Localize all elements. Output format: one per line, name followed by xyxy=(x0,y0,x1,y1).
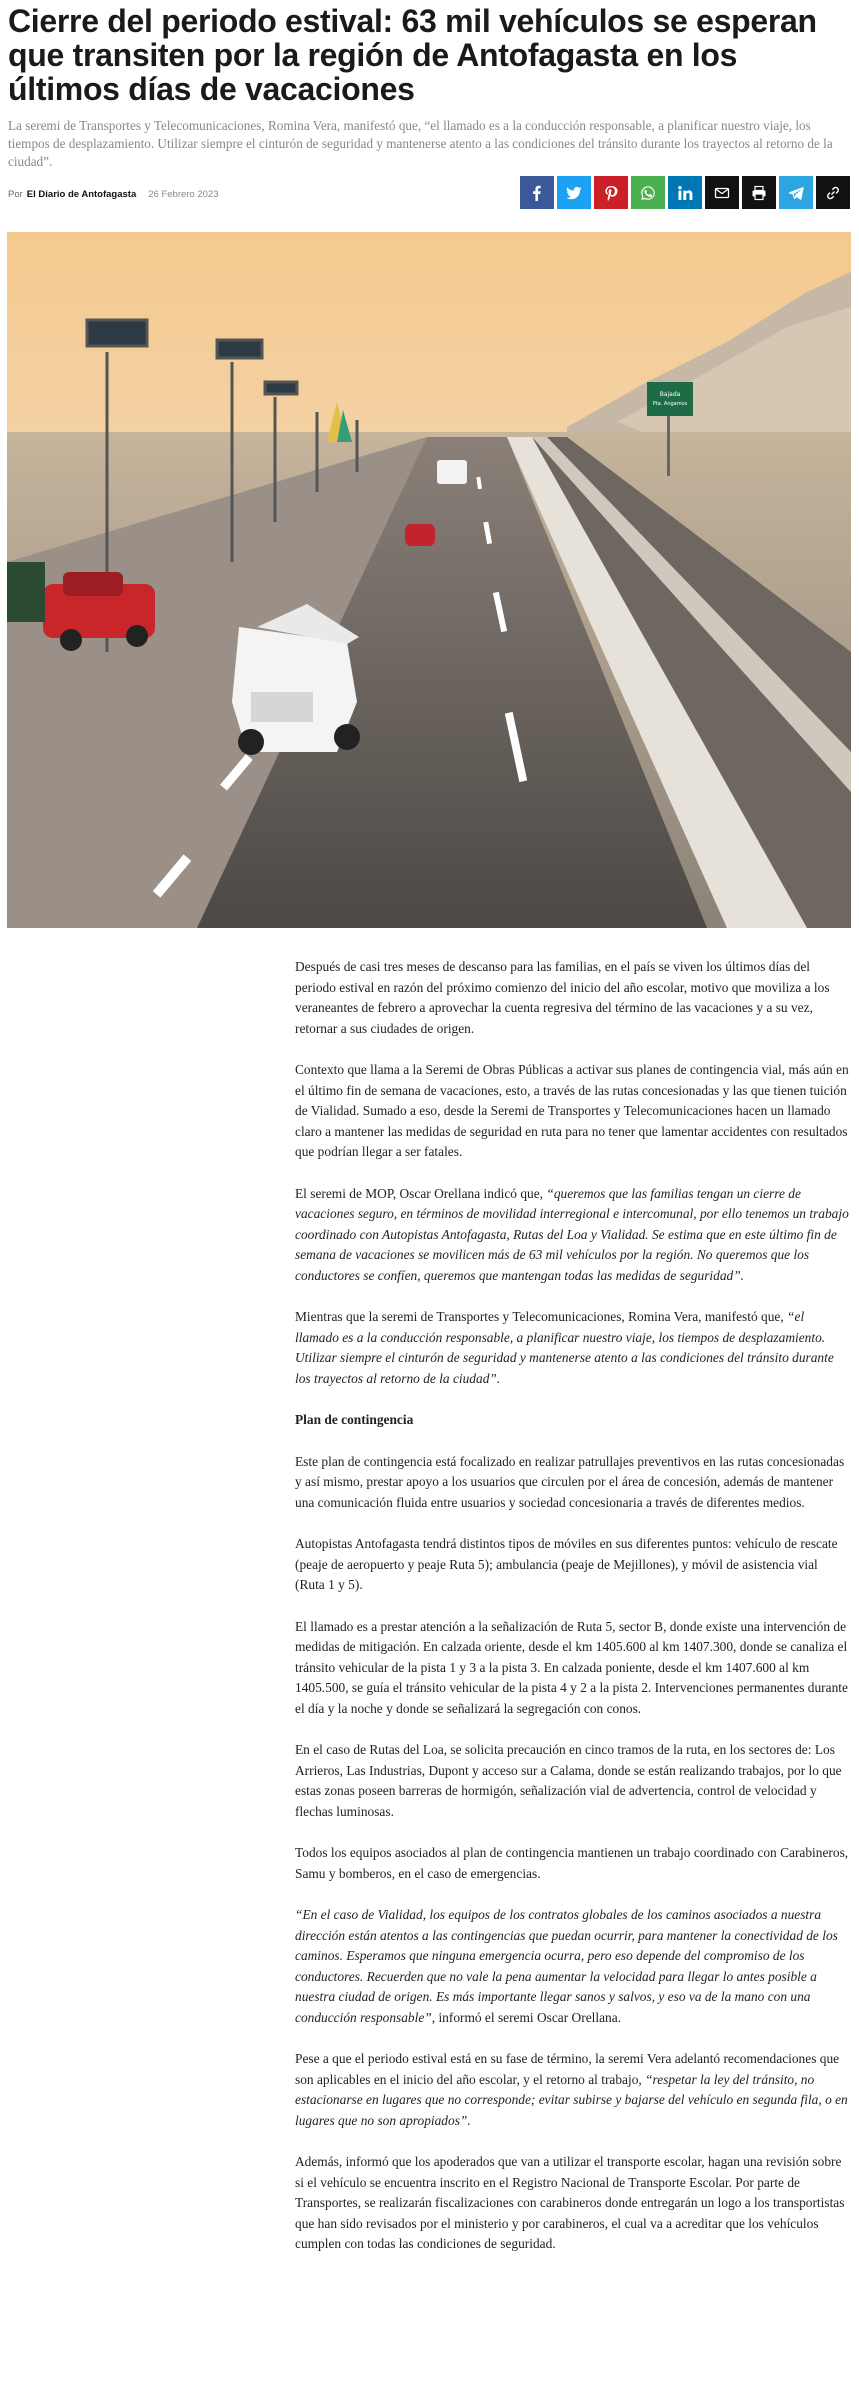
copy-link-button[interactable] xyxy=(816,176,850,209)
sign-line-1: Bajada xyxy=(659,391,681,398)
paragraph: Después de casi tres meses de descanso para las familias, en el país se viven los últimos días del periodo estival en razón del próximo comienzo del inicio del año escolar, motivo que moviliza a los veraneantes de febrero a aprovechar la cuenta regresiva del término de las vacaciones y a su vez, retornar a sus ciudades de origen. xyxy=(295,959,830,1036)
link-icon xyxy=(825,185,841,201)
share-twitter-button[interactable] xyxy=(557,176,591,209)
publish-date: 26 Febrero 2023 xyxy=(148,188,219,200)
share-pinterest-button[interactable] xyxy=(594,176,628,209)
telegram-icon xyxy=(788,185,804,201)
paragraph xyxy=(295,1184,850,1287)
whatsapp-icon xyxy=(640,185,656,201)
paragraph-text: Mientras que la seremi de Transportes y Telecomunicaciones, Romina Vera, manifestó que, xyxy=(295,1309,788,1324)
paragraph: El llamado es a prestar atención a la señalización de Ruta 5, sector B, donde existe una intervención de medidas de mitigación. En calzada oriente, desde el km 1405.600 al km 1407.300, donde se canaliza el tránsito vehicular de la pista 1 y 3 a la pista 3. En calzada poniente, desde el km 1407.600 al km 1405.500, se guía el tránsito vehicular de la pista 4 y 2 a la pista 2. Intervenciones permanentes durante el día y la noche y donde se señalizará la segregación con conos. xyxy=(295,1618,848,1716)
paragraph xyxy=(295,1307,850,1389)
article-summary: La seremi de Transportes y Telecomunicaciones, Romina Vera, manifestó que, “el llamado es a la conducción responsable, a planificar nuestro viaje, los tiempos de desplazamiento. Utilizar siempre el cinturón de seguridad y mantenerse atento a las condiciones del tránsito durante los trayectos al retorno de la ciudad”. xyxy=(8,118,833,169)
article-body xyxy=(295,957,850,2276)
share-whatsapp-button[interactable] xyxy=(631,176,665,209)
paragraph-text: Pese a que el periodo estival está en su fase de término, la seremi Vera adelantó recomendaciones que son aplicables en el inicio del año escolar, y el retorno al trabajo, xyxy=(295,2051,840,2087)
quote: “queremos que las familias tengan un cierre de vacaciones seguro, en términos de movilidad interregional e intercomunal, por ello tenemos un trabajo coordinado con Autopistas Antofagasta, Rutas del Loa y Vialidad. Se estima que en este último fin de semana de vacaciones se movilicen más de 63 mil vehículos por la región. No queremos que los conductores se confíen, queremos que mantengan todas las medidas de seguridad”. xyxy=(295,1185,849,1283)
share-telegram-button[interactable] xyxy=(779,176,813,209)
print-icon xyxy=(751,185,767,201)
hero-image xyxy=(7,232,851,928)
quote: “respetar la ley del tránsito, no estacionarse en lugares que no corresponde; evitar subirse y bajarse del vehículo en segunda fila, o en lugares que no son apropiados”. xyxy=(295,2071,848,2128)
sign-line-2: Pta. Angamos xyxy=(652,401,688,407)
paragraph: Contexto que llama a la Seremi de Obras Públicas a activar sus planes de contingencia vial, más aún en el último fin de semana de vacaciones, esto, a través de las rutas concesionadas y las que tienen tuición de Vialidad. Sumado a eso, desde la Seremi de Transportes y Telecomunicaciones hacen un llamado claro a mantener las medidas de seguridad en ruta para no tener que lamentar accidentes con resultados que podrían llegar a ser fatales. xyxy=(295,1062,849,1159)
quote: “el llamado es a la conducción responsable, a planificar nuestro viaje, los tiempos de desplazamiento. Utilizar siempre el cinturón de seguridad y mantenerse atento a las condiciones del tránsito durante los trayectos al retorno de la ciudad”. xyxy=(295,1309,834,1386)
article-meta xyxy=(8,185,219,203)
share-email-button[interactable] xyxy=(705,176,739,209)
paragraph: En el caso de Rutas del Loa, se solicita precaución en cinco tramos de la ruta, en los sectores de: Los Arrieros, Las Industrias, Dupont y acceso sur a Calama, donde se están realizando trabajos, por lo que estas zonas poseen barreras de hormigón, señalización vial de advertencia, control de velocidad y flechas luminosas. xyxy=(295,1742,842,1819)
section-heading: Plan de contingencia xyxy=(295,1412,414,1427)
paragraph: Este plan de contingencia está focalizado en realizar patrullajes preventivos en las rutas concesionadas y así mismo, prestar apoyo a los usuarios que circulen por el área de concesión, además de mantener una comunicación fluida entre usuarios y sociedad concesionaria a través de diferentes medios. xyxy=(295,1453,845,1510)
paragraph xyxy=(295,1905,850,2028)
email-icon xyxy=(714,185,730,201)
paragraph-text: , informó el seremi Oscar Orellana. xyxy=(431,2009,622,2025)
quote: “En el caso de Vialidad, los equipos de los contratos globales de los caminos asociados a nuestra dirección están atentos a las contingencias que puedan ocurrir, para mantener la conectividad de los caminos. Esperamos que ninguna emergencia ocurra, pero eso depende del compromiso de los conductores. Recuerden que no vale la pena aumentar la velocidad para llegar lo antes posible a nuestra ciudad de origen. Es más importante llegar sanos y salvos, y eso va de la mano con una conducción responsable” xyxy=(295,1907,838,2025)
print-button[interactable] xyxy=(742,176,776,209)
facebook-icon xyxy=(529,185,545,201)
article-title: Cierre del periodo estival: 63 mil vehículos se esperan que transiten por la región de Antofagasta en los últimos días de vacaciones xyxy=(8,3,817,107)
paragraph-text: El seremi de MOP, Oscar Orellana indicó que, xyxy=(295,1185,547,1201)
paragraph: Autopistas Antofagasta tendrá distintos tipos de móviles en sus diferentes puntos: vehículo de rescate (peaje de aeropuerto y peaje Ruta 5); ambulancia (peaje de Mejillones), y móvil de asistencia vial (Ruta 1 y 5). xyxy=(295,1536,838,1592)
twitter-icon xyxy=(566,185,582,201)
author-link[interactable]: El Diario de Antofagasta xyxy=(26,188,137,200)
byline-prefix: Por xyxy=(8,188,23,200)
paragraph xyxy=(295,2049,850,2131)
pinterest-icon xyxy=(603,185,619,201)
share-bar xyxy=(520,176,850,209)
share-facebook-button[interactable] xyxy=(520,176,554,209)
share-linkedin-button[interactable] xyxy=(668,176,702,209)
paragraph: Además, informó que los apoderados que van a utilizar el transporte escolar, hagan una revisión sobre si el vehículo se encuentra inscrito en el Registro Nacional de Transporte Escolar. Por parte de Transportes, se realizarán fiscalizaciones con carabineros donde entregarán un logo a los transportistas que han sido revisados por el ministerio y por carabineros, el cual va a acreditar que los vehículos cumplen con todas las condiciones de seguridad. xyxy=(295,2154,845,2251)
paragraph: Todos los equipos asociados al plan de contingencia mantienen un trabajo coordinado con Carabineros, Samu y bomberos, en el caso de emergencias. xyxy=(295,1845,849,1881)
linkedin-icon xyxy=(677,185,693,201)
highway-photo xyxy=(7,232,851,928)
